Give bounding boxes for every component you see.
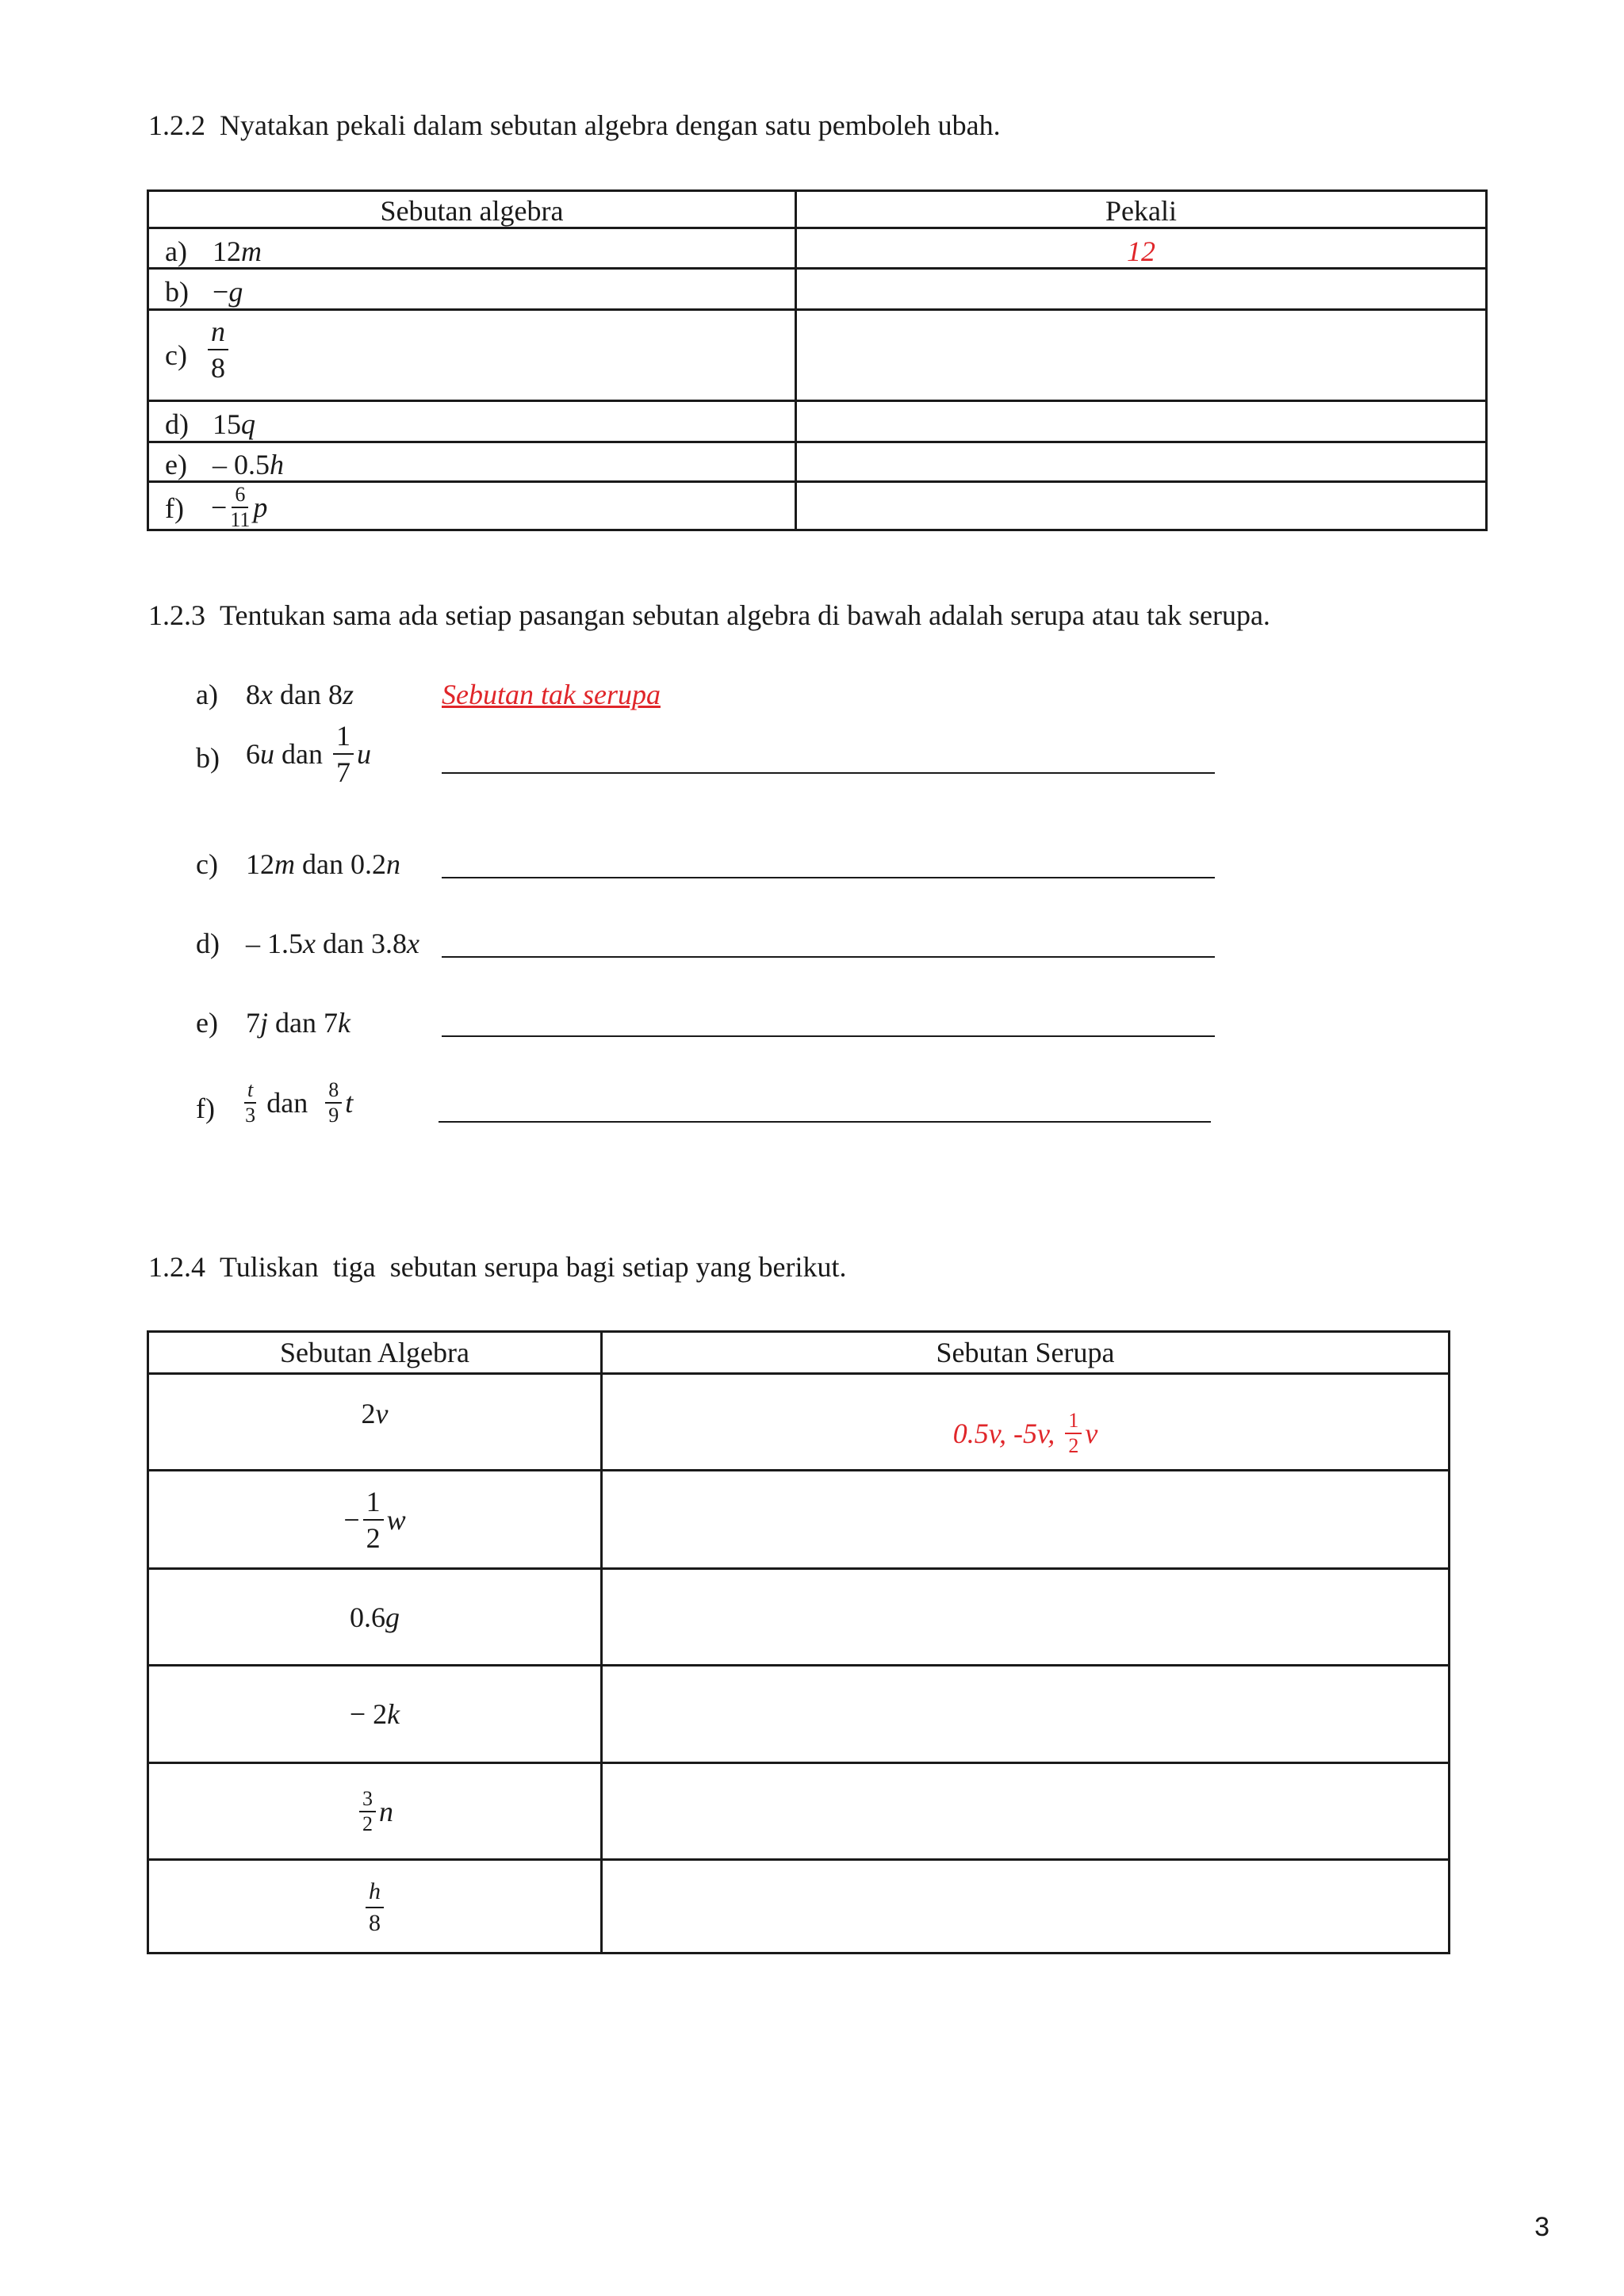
numerator: h — [366, 1880, 384, 1908]
item-label: a) — [196, 679, 218, 710]
denominator: 8 — [211, 352, 225, 384]
answer-line[interactable] — [442, 1035, 1215, 1037]
term-pair — [246, 929, 419, 958]
item-label: b) — [196, 742, 220, 774]
term-pair — [246, 680, 354, 709]
denominator: 7 — [335, 756, 350, 788]
term-pair — [246, 721, 371, 786]
answer-cell[interactable] — [603, 1395, 1448, 1471]
variable: h — [270, 449, 284, 480]
answer-line[interactable] — [439, 1121, 1211, 1123]
connector: dan — [279, 679, 321, 710]
coef: – 1.5 — [246, 928, 303, 959]
section-instruction: Tentukan sama ada setiap pasangan sebutan algebra di bawah adalah serupa atau tak serupa. — [220, 599, 1270, 631]
table-row — [149, 441, 1485, 480]
coef: 2 — [361, 1397, 376, 1429]
expression — [213, 410, 255, 438]
header-similar: Sebutan Serupa — [936, 1337, 1115, 1368]
variable: q — [241, 408, 255, 440]
coef: 7 — [324, 1007, 338, 1039]
section-1-2-4-heading — [148, 1253, 847, 1281]
answer-cell[interactable] — [603, 1764, 1448, 1858]
numerator: 1 — [333, 721, 354, 755]
fraction — [1065, 1410, 1082, 1456]
fraction — [208, 317, 228, 382]
answer-cell[interactable]: 12 — [1127, 235, 1155, 267]
coef: 12 — [246, 848, 274, 880]
variable: k — [338, 1007, 350, 1039]
connector: dan — [266, 1087, 308, 1119]
numerator: 3 — [359, 1789, 376, 1812]
expression-cell — [149, 1471, 600, 1567]
variable: x — [406, 928, 419, 959]
numerator: 1 — [1065, 1410, 1082, 1434]
coefficient-table — [147, 189, 1488, 531]
item-label: f) — [196, 1093, 215, 1124]
table-row — [149, 400, 1485, 441]
answer-cell[interactable] — [603, 1471, 1448, 1567]
denominator: 11 — [230, 508, 251, 531]
variable: g — [385, 1601, 400, 1633]
numerator: 8 — [325, 1080, 342, 1104]
sign: − — [211, 492, 228, 523]
variable: v — [375, 1397, 389, 1429]
expression — [213, 450, 284, 479]
coef: 8 — [246, 679, 260, 710]
variable: p — [253, 492, 268, 523]
variable: n — [379, 1795, 393, 1827]
answer-line[interactable] — [442, 772, 1215, 774]
section-1-2-2-heading — [148, 111, 1001, 140]
section-number: 1.2.2 — [148, 109, 205, 141]
sign: − — [343, 1503, 360, 1536]
similar-terms-table — [147, 1330, 1450, 1954]
variable: x — [260, 679, 273, 710]
denominator: 2 — [366, 1521, 381, 1554]
expression — [213, 237, 262, 266]
variable: m — [241, 235, 262, 267]
numerator: 1 — [363, 1487, 384, 1521]
term-pair — [246, 1008, 350, 1037]
term-pair — [246, 850, 400, 878]
row-label: c) — [165, 339, 187, 371]
coef: 0.2 — [350, 848, 386, 880]
answer-line[interactable] — [442, 956, 1215, 958]
variable: x — [303, 928, 316, 959]
connector: dan — [302, 848, 343, 880]
answer-line[interactable] — [442, 877, 1215, 878]
denominator: 2 — [362, 1812, 373, 1835]
coef: 7 — [246, 1007, 260, 1039]
section-number: 1.2.4 — [148, 1251, 205, 1283]
denominator: 9 — [328, 1104, 339, 1127]
fraction — [366, 1880, 384, 1935]
expression — [213, 277, 243, 306]
table-row — [149, 308, 1485, 400]
section-instruction: Tuliskan tiga sebutan serupa bagi setiap yang berikut. — [220, 1251, 847, 1283]
connector: dan — [322, 928, 364, 959]
row-label: e) — [165, 449, 187, 480]
section-1-2-3-heading — [148, 601, 1270, 629]
expression — [205, 317, 232, 382]
item-label: c) — [196, 848, 218, 880]
page-number: 3 — [1534, 2212, 1549, 2242]
expression-cell — [149, 1375, 600, 1452]
variable: n — [385, 848, 400, 880]
fraction — [333, 721, 354, 786]
variable: t — [345, 1087, 354, 1119]
fraction — [244, 1080, 256, 1126]
term-pair — [241, 1080, 353, 1126]
connector: dan — [275, 1007, 316, 1039]
fraction — [230, 484, 250, 530]
row-label: f) — [165, 492, 184, 524]
row-label: d) — [165, 408, 189, 440]
expression-cell — [149, 1764, 600, 1858]
table-row — [149, 267, 1485, 308]
numerator: n — [208, 317, 228, 350]
section-instruction: Nyatakan pekali dalam sebutan algebra dengan satu pemboleh ubah. — [220, 109, 1001, 141]
variable: m — [274, 848, 295, 880]
table-row — [149, 227, 1485, 267]
denominator: 3 — [245, 1104, 256, 1127]
coef: – 0.5 — [213, 449, 270, 480]
variable: g — [228, 276, 243, 308]
fraction — [359, 1786, 376, 1835]
variable: u — [260, 738, 274, 770]
coef: 3.8 — [370, 928, 407, 959]
header-expression: Sebutan algebra — [380, 195, 564, 227]
item-label: e) — [196, 1007, 218, 1039]
variable: u — [356, 738, 371, 770]
fraction — [325, 1080, 342, 1126]
section-number: 1.2.3 — [148, 599, 205, 631]
answer-text: 0.5v, -5v, — [952, 1417, 1063, 1449]
header-coefficient: Pekali — [1105, 195, 1177, 227]
variable: j — [260, 1007, 269, 1039]
row-label: a) — [165, 235, 187, 267]
fraction — [363, 1487, 384, 1552]
variable: k — [387, 1698, 400, 1730]
numerator: 6 — [232, 484, 248, 508]
item-label: d) — [196, 928, 220, 959]
answer-cell[interactable] — [603, 1570, 1448, 1664]
row-label: b) — [165, 276, 189, 308]
connector: dan — [282, 738, 323, 770]
expression-cell — [149, 1667, 600, 1762]
header-expression: Sebutan Algebra — [280, 1337, 469, 1368]
variable: w — [386, 1503, 406, 1536]
variable: v — [1085, 1417, 1098, 1449]
coef: 12 — [213, 235, 241, 267]
expression-cell — [149, 1861, 600, 1954]
numerator: t — [244, 1080, 256, 1104]
variable: z — [342, 679, 354, 710]
denominator: 8 — [369, 1910, 381, 1936]
coef: 0.6 — [350, 1601, 385, 1633]
table-row — [149, 480, 1485, 531]
answer-cell[interactable] — [603, 1861, 1448, 1954]
expression-cell — [149, 1570, 600, 1664]
coef: − — [213, 276, 229, 308]
coef: − 2 — [349, 1698, 388, 1730]
answer-cell[interactable] — [603, 1667, 1448, 1762]
coef: 8 — [327, 679, 343, 710]
coef: 15 — [213, 408, 241, 440]
answer-text[interactable]: Sebutan tak serupa — [442, 679, 661, 710]
expression — [211, 484, 267, 530]
denominator: 2 — [1068, 1433, 1079, 1457]
coef: 6 — [246, 738, 260, 770]
